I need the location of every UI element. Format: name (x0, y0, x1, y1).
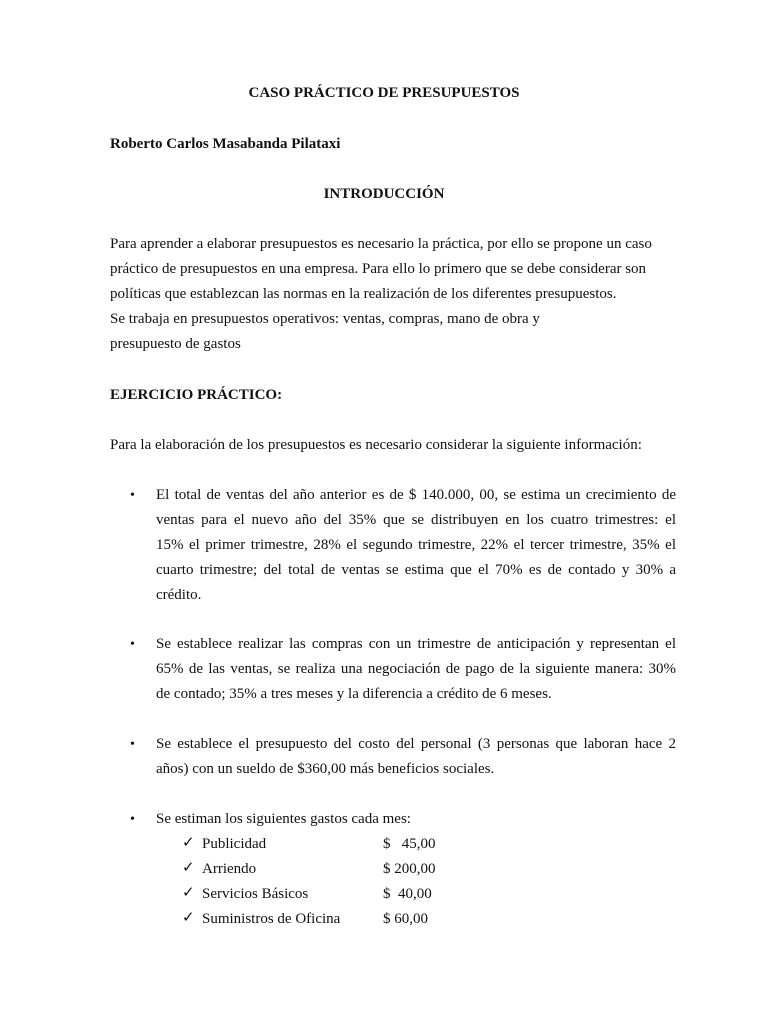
intro-line: Se trabaja en presupuestos operativos: ventas, compras, mano de obra y (110, 311, 540, 327)
intro-line: políticas que establezcan las normas en la realización de los diferentes presupuestos. (110, 286, 617, 302)
bullet-line: 15% el primer trimestre, 28% el segundo trimestre, 22% el tercer trimestre, 35% el (156, 537, 676, 553)
checkmark-icon: ✓ (182, 910, 195, 926)
bullet-item-sales (156, 485, 676, 610)
bullet-line: ventas para el nuevo año del 35% que se distribuyen en los cuatro trimestres: el (156, 512, 676, 528)
expense-amount: $ 60,00 (383, 911, 428, 927)
exercise-heading: EJERCICIO PRÁCTICO: (110, 387, 283, 403)
expense-name: Servicios Básicos (202, 886, 309, 902)
expense-amount: $ 200,00 (383, 861, 436, 877)
intro-line: Para aprender a elaborar presupuestos es necesario la práctica, por ello se propone un caso (110, 236, 652, 252)
bullet-point: • (130, 737, 135, 752)
expense-name: Arriendo (202, 861, 257, 877)
bullet-item-expenses (156, 809, 676, 834)
checkmark-icon: ✓ (182, 835, 195, 851)
bullet-line: Se establece el presupuesto del costo del personal (3 personas que laboran hace 2 (156, 736, 676, 752)
intro-line: práctico de presupuestos en una empresa. Para ello lo primero que se debe considerar son (110, 261, 647, 277)
bullet-line: Se estiman los siguientes gastos cada mes: (156, 811, 411, 827)
bullet-point: • (130, 488, 135, 503)
bullet-item-purchases (156, 634, 676, 709)
expense-amount: $ 40,00 (383, 886, 432, 902)
document-title: CASO PRÁCTICO DE PRESUPUESTOS (248, 85, 520, 101)
bullet-line: El total de ventas del año anterior es de $ 140.000, 00, se estima un crecimiento de (156, 487, 676, 503)
expense-name: Suministros de Oficina (202, 911, 341, 927)
bullet-line: Se establece realizar las compras con un trimestre de anticipación y representan el (156, 636, 676, 652)
bullet-point: • (130, 637, 135, 652)
intro-line: presupuesto de gastos (110, 336, 241, 352)
bullet-line: crédito. (156, 587, 202, 603)
author-name: Roberto Carlos Masabanda Pilataxi (110, 136, 341, 152)
bullet-point: • (130, 812, 135, 827)
expense-amount: $ 45,00 (383, 836, 436, 852)
checkmark-icon: ✓ (182, 860, 195, 876)
bullet-item-personnel (156, 734, 676, 784)
exercise-intro: Para la elaboración de los presupuestos es necesario considerar la siguiente información: (110, 437, 642, 453)
expense-name: Publicidad (202, 836, 267, 852)
intro-heading: INTRODUCCIÓN (323, 186, 445, 202)
intro-paragraph (110, 234, 676, 359)
checkmark-icon: ✓ (182, 885, 195, 901)
bullet-line: cuarto trimestre; del total de ventas se estima que el 70% es de contado y 30% a (156, 562, 676, 578)
bullet-line: 65% de las ventas, se realiza una negociación de pago de la siguiente manera: 30% (156, 661, 676, 677)
bullet-line: años) con un sueldo de $360,00 más beneficios sociales. (156, 761, 495, 777)
bullet-line: de contado; 35% a tres meses y la diferencia a crédito de 6 meses. (156, 686, 552, 702)
